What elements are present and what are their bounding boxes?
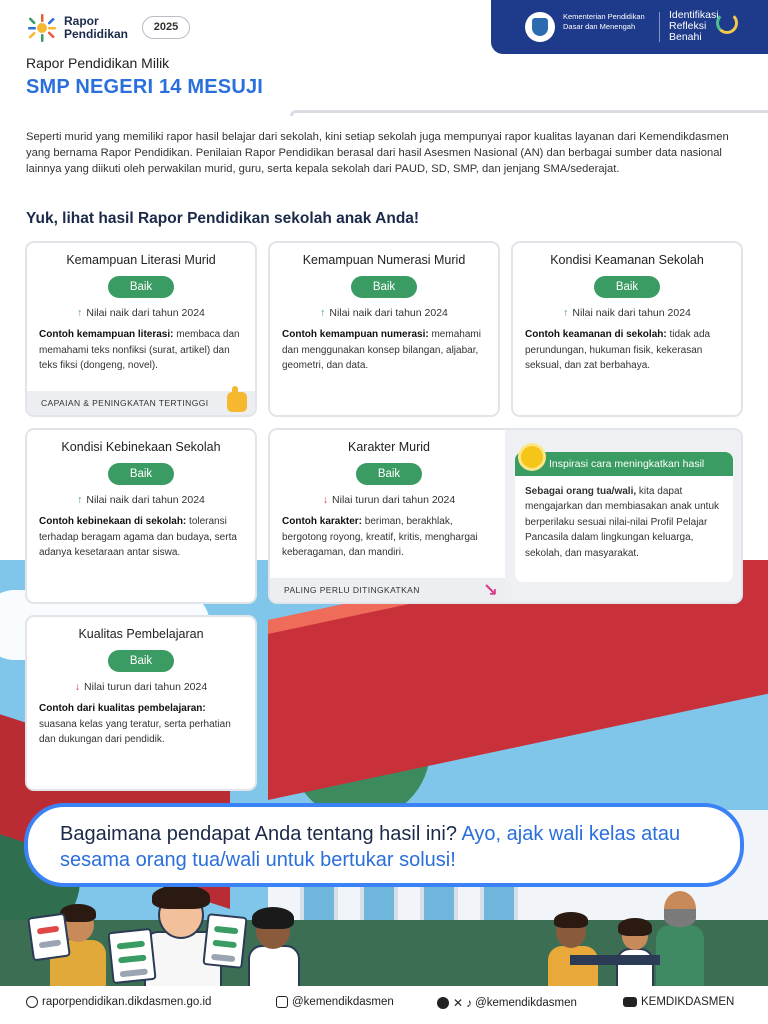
card-description: Contoh dari kualitas pembelajaran: suasana kelas yang teratur, serta perhatian dan dukungan dari pendidik. <box>39 703 231 745</box>
thumbs-up-icon <box>227 392 247 412</box>
page-subtitle: Rapor Pendidikan Milik <box>26 55 170 71</box>
card-literasi <box>25 241 257 417</box>
status-badge: Baik <box>108 463 174 485</box>
card-title: Kemampuan Numerasi Murid <box>302 253 466 267</box>
card-description: Contoh kebinekaan di sekolah: toleransi terhadap beragam agama dan budaya, serta adanya kesetaraan antar siswa. <box>39 516 237 558</box>
card-title: Karakter Murid <box>348 440 430 454</box>
ministry-name: Kementerian Pendidikan Dasar dan Menengah <box>563 12 645 31</box>
tagline: Identifikasi Refleksi Benahi <box>669 9 719 43</box>
card-title: Kondisi Kebinekaan Sekolah <box>61 440 221 454</box>
inspiration-title: Inspirasi cara meningkatkan hasil <box>515 452 733 476</box>
man-illustration <box>650 885 710 990</box>
inspiration-card <box>515 452 733 582</box>
header <box>0 0 768 112</box>
year-badge: 2025 <box>142 16 190 39</box>
card-numerasi <box>268 241 500 417</box>
report-paper-icon <box>27 913 71 962</box>
arrow-up-icon: ↑ <box>320 307 326 319</box>
section-heading: Yuk, lihat hasil Rapor Pendidikan sekolah anak Anda! <box>26 210 420 227</box>
school-name: SMP NEGERI 14 MESUJI <box>26 76 264 98</box>
report-paper-icon <box>107 928 156 984</box>
card-description: Contoh karakter: beriman, berakhlak, bergotong royong, kreatif, kritis, menghargai keberagaman, dan mandiri. <box>282 516 478 558</box>
table <box>570 955 660 965</box>
divider <box>659 12 660 42</box>
youtube-link[interactable]: KEMDIKDASMEN <box>623 996 734 1008</box>
tagline-arc-icon <box>716 12 738 34</box>
report-paper-icon <box>202 913 247 969</box>
facebook-icon <box>437 997 449 1009</box>
ministry-emblem-icon <box>525 12 555 42</box>
card-description: Contoh keamanan di sekolah: tidak ada perundungan, hukuman fisik, kekerasan seksual, dan zat berbahaya. <box>525 329 711 371</box>
social-links[interactable]: ✕ ♪ @kemendikdasmen <box>437 996 577 1010</box>
status-badge: Baik <box>356 463 422 485</box>
card-keamanan <box>511 241 743 417</box>
inspiration-text: Sebagai orang tua/wali, kita dapat mengajarkan dan membiasakan anak untuk berperilaku sesuai nilai-nilai Profil Pelajar Pancasila dalam lingkungan keluarga, sekolah, dan masyarakat. <box>525 486 720 559</box>
footer <box>0 986 768 1024</box>
arrow-up-icon: ↑ <box>563 307 569 319</box>
trend-text: ↑ Nilai naik dari tahun 2024 <box>77 494 205 506</box>
instagram-icon <box>276 996 288 1008</box>
card-footer-label: CAPAIAN & PENINGKATAN TERTINGGI <box>27 391 255 415</box>
arrow-up-icon: ↑ <box>77 494 83 506</box>
arrow-down-icon: ↓ <box>74 681 81 693</box>
sun-logo-icon <box>26 12 58 44</box>
card-description: Contoh kemampuan literasi: membaca dan memahami teks nonfiksi (surat, artikel) dan teks fiksi (dongeng, novel). <box>39 329 240 371</box>
trend-text: ↓ Nilai turun dari tahun 2024 <box>74 681 208 693</box>
youtube-icon <box>623 997 637 1007</box>
status-badge: Baik <box>108 650 174 672</box>
card-kebinekaan <box>25 428 257 604</box>
girl-illustration <box>240 905 310 990</box>
card-description: Contoh kemampuan numerasi: memahami dan menggunakan konsep bilangan, aljabar, geometri, dan data. <box>282 329 481 371</box>
arrow-up-icon: ↑ <box>77 307 83 319</box>
trend-text: ↓ Nilai turun dari tahun 2024 <box>322 494 456 506</box>
globe-icon <box>26 996 38 1008</box>
status-badge: Baik <box>594 276 660 298</box>
lightbulb-icon <box>521 446 543 468</box>
parent-sitting-illustration <box>540 910 610 990</box>
card-karakter <box>268 428 508 604</box>
discussion-banner: Bagaimana pendapat Anda tentang hasil ini? Ayo, ajak wali kelas atau sesama orang tua/wali untuk bertukar solusi! <box>24 803 744 887</box>
rapor-pendidikan-logo[interactable] <box>26 12 128 44</box>
trend-text: ↑ Nilai naik dari tahun 2024 <box>563 307 691 319</box>
card-kualitas-pembelajaran <box>25 615 257 791</box>
trend-text: ↑ Nilai naik dari tahun 2024 <box>77 307 205 319</box>
intro-paragraph: Seperti murid yang memiliki rapor hasil belajar dari sekolah, kini setiap sekolah juga mempunyai rapor kualitas layanan dari Kemendikdasmen yang bernama Rapor Pendidikan. Penilaian Rapor Pendidikan berasal dari hasil Asesmen Nasional (AN) dan berbagai sumber data nasional lainnya yang diikuti oleh perwakilan murid, guru, serta kepala sekolah dari PAUD, SD, SMP, dan jenjang SMA/sederajat. <box>26 131 729 175</box>
status-badge: Baik <box>351 276 417 298</box>
card-title: Kemampuan Literasi Murid <box>66 253 216 267</box>
arrow-down-icon: ↓ <box>322 494 329 506</box>
website-link[interactable]: raporpendidikan.dikdasmen.go.id <box>26 996 211 1008</box>
x-icon: ✕ <box>453 996 464 1010</box>
decorative-line <box>290 110 768 116</box>
card-footer-label: PALING PERLU DITINGKATKAN <box>270 578 508 602</box>
status-badge: Baik <box>108 276 174 298</box>
inspiration-panel <box>505 428 743 604</box>
logo-text: Rapor Pendidikan <box>64 14 129 41</box>
ministry-banner <box>491 0 768 54</box>
card-title: Kondisi Keamanan Sekolah <box>550 253 704 267</box>
instagram-link[interactable]: @kemendikdasmen <box>276 996 394 1008</box>
tiktok-icon: ♪ <box>466 996 473 1010</box>
trend-down-icon: ↘ <box>482 580 498 600</box>
card-title: Kualitas Pembelajaran <box>78 627 204 641</box>
trend-text: ↑ Nilai naik dari tahun 2024 <box>320 307 448 319</box>
